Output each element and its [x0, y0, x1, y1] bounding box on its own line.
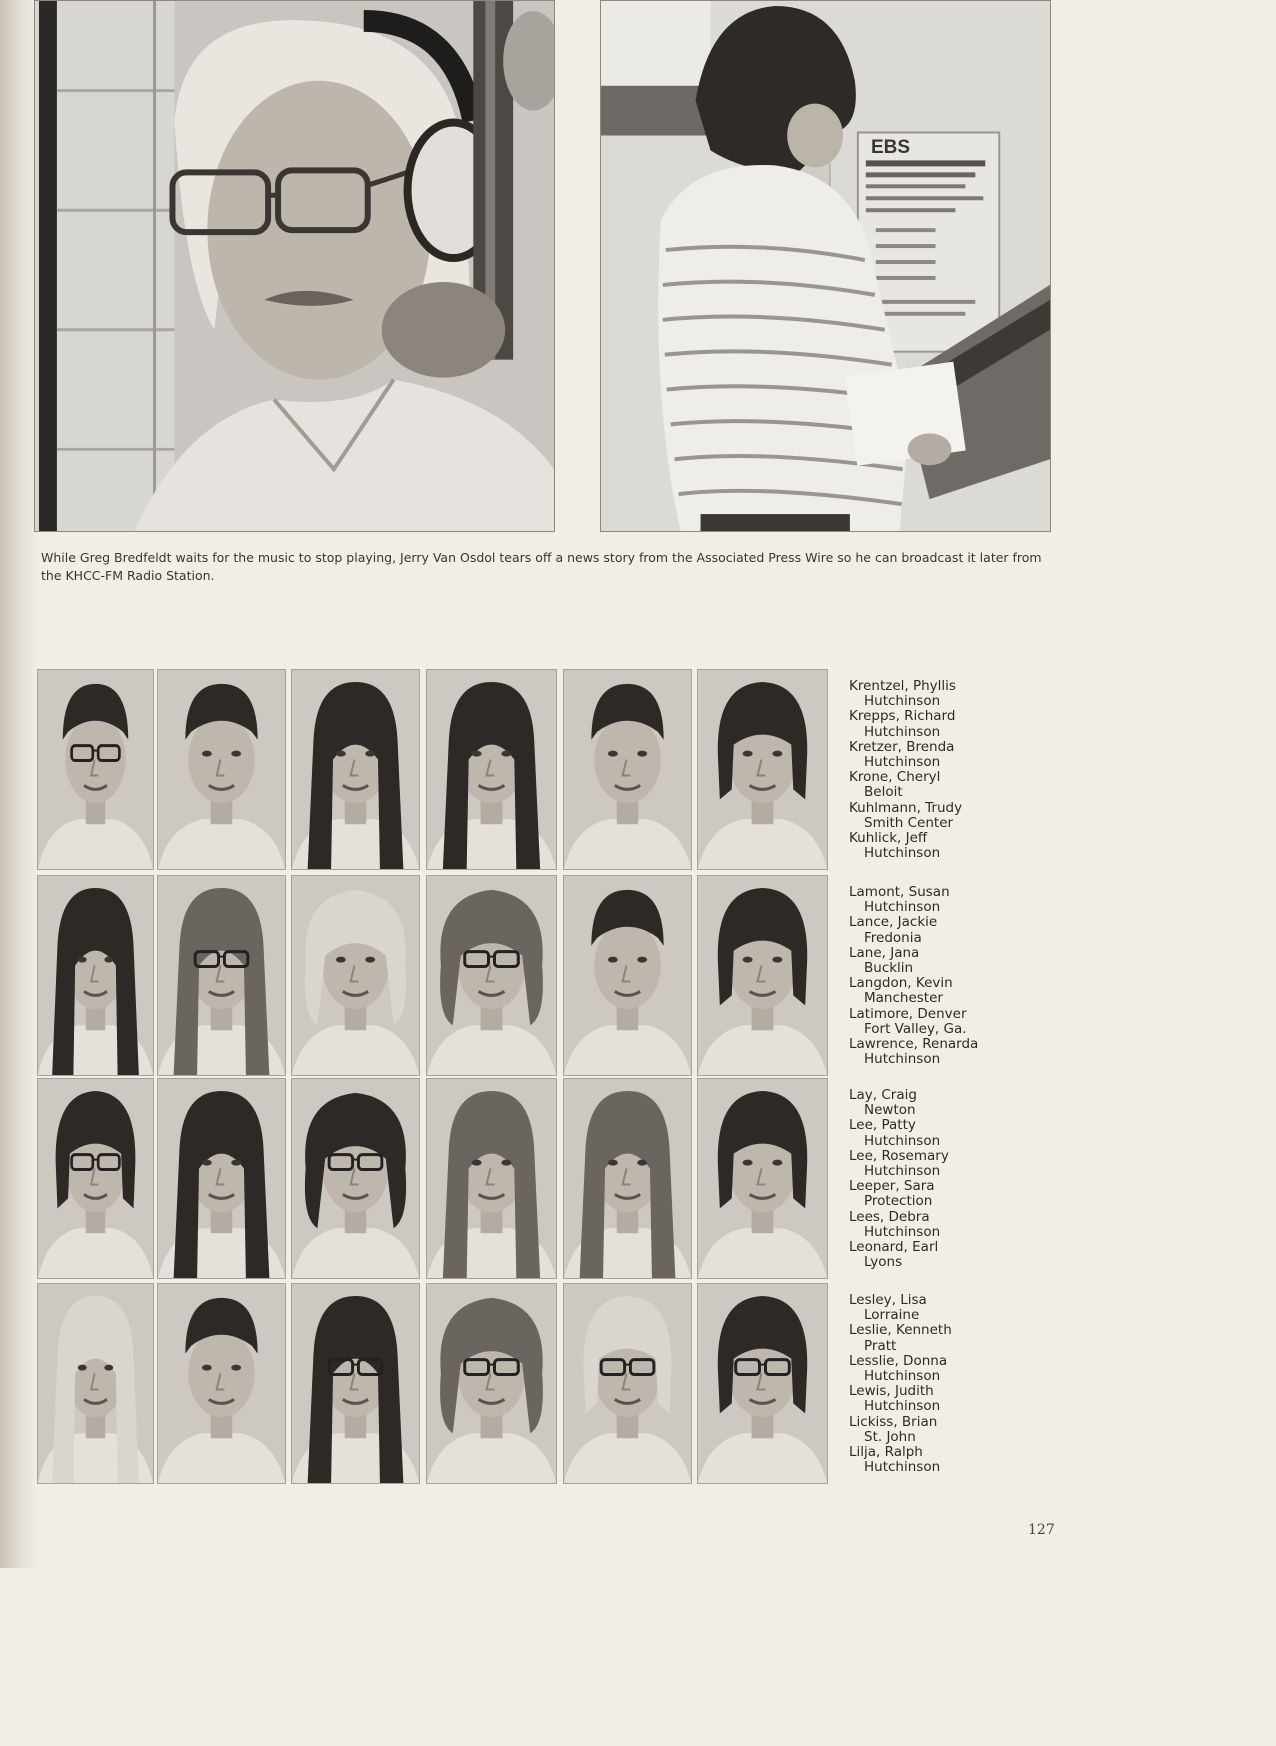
- page-binding-shadow: [0, 0, 38, 1568]
- student-portrait: [37, 875, 154, 1076]
- student-hometown: Hutchinson: [864, 899, 941, 916]
- student-name: Lee, Patty: [849, 1117, 916, 1134]
- student-name: Kuhlick, Jeff: [849, 830, 928, 847]
- student-hometown: Hutchinson: [864, 1132, 941, 1149]
- student-name: Kretzer, Brenda: [849, 738, 955, 755]
- student-name: Lay, Craig: [849, 1087, 917, 1103]
- news-wire-photo: [600, 0, 1051, 532]
- radio-dj-photo: [34, 0, 555, 532]
- student-name: Lane, Jana: [849, 944, 920, 961]
- student-portrait: [697, 1283, 828, 1484]
- name-block: [849, 679, 1089, 861]
- student-name: Lance, Jackie: [849, 914, 938, 931]
- student-hometown: Bucklin: [864, 960, 914, 977]
- student-portrait: [426, 669, 557, 870]
- student-hometown: Hutchinson: [864, 1223, 941, 1240]
- student-name: Lawrence, Renarda: [849, 1036, 979, 1053]
- student-portrait: [697, 669, 828, 870]
- student-portrait: [563, 1078, 692, 1279]
- student-name: Leeper, Sara: [849, 1178, 935, 1195]
- student-name: Krentzel, Phyllis: [849, 678, 956, 694]
- name-block: [849, 1293, 1089, 1475]
- student-name: Lees, Debra: [849, 1208, 930, 1225]
- student-portrait: [563, 669, 692, 870]
- student-portrait: [291, 669, 420, 870]
- student-hometown: Fredonia: [864, 929, 922, 946]
- student-hometown: Hutchinson: [864, 723, 941, 740]
- student-name: Lewis, Judith: [849, 1383, 934, 1400]
- student-name: Kuhlmann, Trudy: [849, 799, 963, 816]
- student-hometown: Hutchinson: [864, 1398, 941, 1415]
- student-name: Lesslie, Donna: [849, 1352, 948, 1369]
- student-hometown: Manchester: [864, 990, 943, 1007]
- student-portrait: [563, 875, 692, 1076]
- student-hometown: Hutchinson: [864, 1163, 941, 1180]
- student-portrait: [563, 1283, 692, 1484]
- student-portrait: [157, 669, 286, 870]
- student-portrait: [157, 1283, 286, 1484]
- student-name: Lesley, Lisa: [849, 1292, 927, 1308]
- student-name: Krone, Cheryl: [849, 769, 941, 786]
- student-portrait: [426, 1078, 557, 1279]
- student-portrait: [37, 669, 154, 870]
- student-portrait: [697, 1078, 828, 1279]
- student-hometown: Hutchinson: [864, 845, 941, 862]
- student-hometown: Hutchinson: [864, 1368, 941, 1385]
- student-name: Leslie, Kenneth: [849, 1322, 952, 1339]
- student-portrait: [291, 875, 420, 1076]
- student-portrait: [37, 1078, 154, 1279]
- student-portrait: [426, 1283, 557, 1484]
- student-name: Leonard, Earl: [849, 1239, 939, 1256]
- student-name: Lilja, Ralph: [849, 1444, 923, 1461]
- student-hometown: Beloit: [864, 784, 903, 801]
- student-portrait: [291, 1078, 420, 1279]
- student-hometown: St. John: [864, 1428, 916, 1445]
- student-name: Lickiss, Brian: [849, 1413, 938, 1430]
- name-block: [849, 885, 1089, 1067]
- student-hometown: Pratt: [864, 1337, 897, 1354]
- student-name: Lee, Rosemary: [849, 1147, 949, 1164]
- student-hometown: Hutchinson: [864, 693, 941, 710]
- student-hometown: Hutchinson: [864, 1459, 941, 1476]
- student-hometown: Lorraine: [864, 1307, 920, 1324]
- student-portrait: [157, 1078, 286, 1279]
- photo-caption: While Greg Bredfeldt waits for the music to stop playing, Jerry Van Osdol tears off a news story from the Associated Press Wire so he can broadcast it later from the KHCC-FM Radio Station.: [41, 550, 1042, 583]
- ebs-sign-label: EBS: [871, 137, 911, 158]
- student-portrait: [426, 875, 557, 1076]
- student-hometown: Fort Valley, Ga.: [864, 1020, 967, 1037]
- student-hometown: Hutchinson: [864, 1051, 941, 1068]
- name-block: [849, 1088, 1089, 1270]
- student-portrait: [37, 1283, 154, 1484]
- student-portrait: [697, 875, 828, 1076]
- student-name: Latimore, Denver: [849, 1005, 967, 1022]
- student-name: Lamont, Susan: [849, 884, 950, 900]
- student-hometown: Newton: [864, 1102, 916, 1119]
- student-hometown: Smith Center: [864, 814, 954, 831]
- student-hometown: Protection: [864, 1193, 933, 1210]
- student-hometown: Hutchinson: [864, 754, 941, 771]
- student-name: Langdon, Kevin: [849, 975, 953, 992]
- student-portrait: [291, 1283, 420, 1484]
- student-hometown: Lyons: [864, 1254, 903, 1271]
- student-portrait: [157, 875, 286, 1076]
- student-name: Krepps, Richard: [849, 708, 956, 725]
- page-number: 127: [1028, 1522, 1055, 1538]
